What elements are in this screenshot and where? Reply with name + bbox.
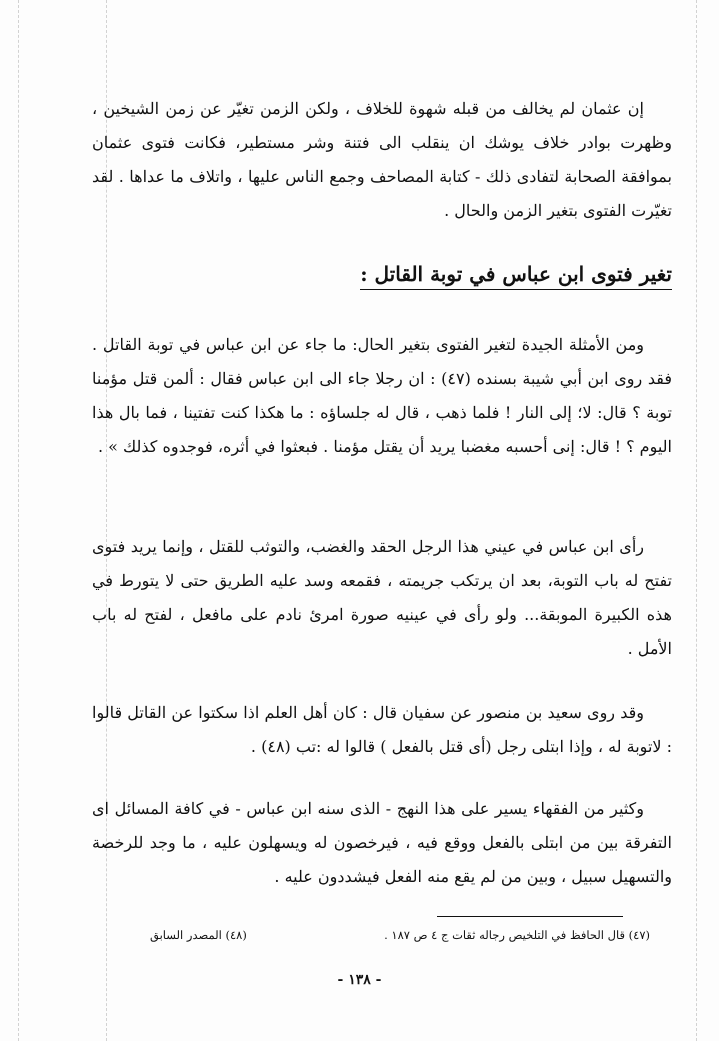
footnotes	[150, 928, 650, 952]
paragraph-5-text: وكثير من الفقهاء يسير على هذا النهج - الذى سنه ابن عباس - في كافة المسائل اى التفرقة بين من ابتلى بالفعل ووقع فيه ، فيرخصون له ويسهلون عليه ، ما وجد للرخصة والتسهيل سبيل ، وبين من لم يقع منه الفعل فيشددون عليه .	[92, 799, 672, 886]
right-dotted-margin	[696, 0, 697, 1041]
footnote-separator	[437, 916, 623, 917]
paragraph-4-text: وقد روى سعيد بن منصور عن سفيان قال : كان أهل العلم اذا سكتوا عن القاتل قالوا : لاتوبة له ، وإذا ابتلى رجل (أى قتل بالفعل ) قالوا له :تب (٤٨) .	[92, 703, 672, 756]
footnote-48: (٤٨) المصدر السابق	[150, 928, 247, 942]
paragraph-4	[92, 696, 672, 764]
left-dotted-margin	[18, 0, 19, 1041]
paragraph-2	[92, 328, 672, 464]
paragraph-1	[92, 92, 672, 228]
paragraph-3-text: رأى ابن عباس في عيني هذا الرجل الحقد والغضب، والتوثب للقتل ، وإنما يريد فتوى تفتح له باب التوبة، بعد ان يرتكب جريمته ، فقمعه وسد عليه الطريق حتى لا يتورط في هذه الكبيرة الموبقة... ولو رأى في عينيه صورة امرئ نادم على مافعل ، لفتح له باب الأمل .	[92, 537, 672, 658]
paragraph-1-text: إن عثمان لم يخالف من قبله شهوة للخلاف ، ولكن الزمن تغيّر عن زمن الشيخين ، وظهرت بوادر خلاف يوشك ان ينقلب الى فتنة وشر مستطير، فكانت فتوى عثمان بموافقة الصحابة لتفادى ذلك - كتابة المصاحف وجمع الناس عليها ، واتلاف ما عداها . لقد تغيّرت الفتوى بتغير الزمن والحال .	[92, 99, 672, 220]
page-number: - ١٣٨ -	[337, 972, 382, 988]
paragraph-2-text: ومن الأمثلة الجيدة لتغير الفتوى بتغير الحال: ما جاء عن ابن عباس في توبة القاتل . فقد روى ابن أبي شيبة بسنده (٤٧) : ان رجلا جاء الى ابن عباس فقال : ألمن قتل مؤمنا توبة ؟ قال: لا؛ إلى النار ! فلما ذهب ، قال له جلساؤه : ما هكذا كنت تفتينا ، فما بال هذا اليوم ؟ ! قال: إنى أحسبه مغضبا يريد أن يقتل مؤمنا . فبعثوا في أثره، فوجدوه كذلك » .	[92, 335, 672, 456]
section-heading	[360, 262, 672, 290]
section-heading-text: تغير فتوى ابن عباس في توبة القاتل :	[360, 262, 672, 290]
paragraph-5	[92, 792, 672, 894]
paragraph-3	[92, 530, 672, 666]
footnote-47: (٤٧) قال الحافظ في التلخيص رجاله ثقات ج ٤ ص ١٨٧ .	[384, 928, 650, 942]
